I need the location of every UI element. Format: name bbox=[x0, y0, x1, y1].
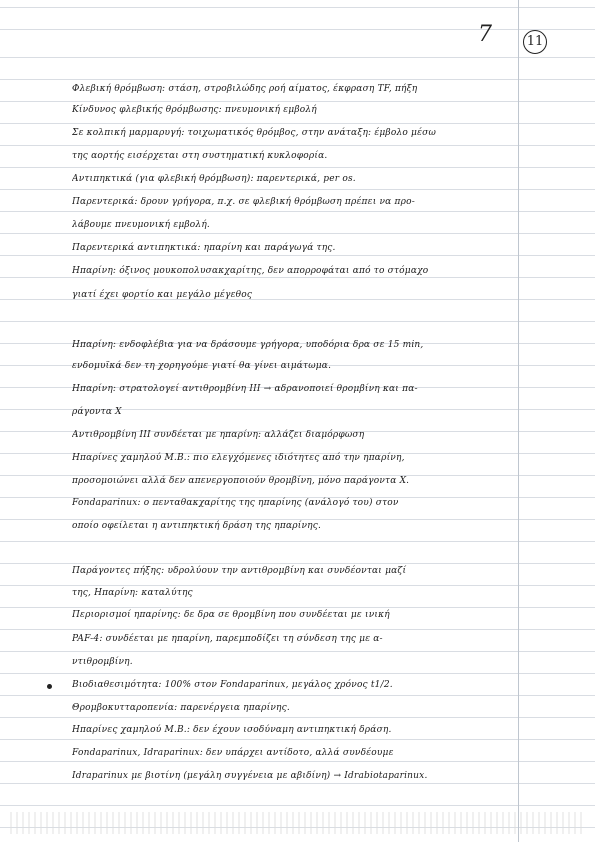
note-line: Σε κολπική μαρμαρυγή: τοιχωματικός θρόμβος, στην ανάταξη: έμβολο μέσω bbox=[72, 128, 436, 138]
page-number: 7 bbox=[478, 22, 492, 47]
note-line: PAF-4: συνδέεται με ηπαρίνη, παρεμποδίζει τη σύνδεση της με α- bbox=[72, 634, 383, 644]
note-line: Παρεντερικά αντιπηκτικά: ηπαρίνη και παράγωγά της. bbox=[72, 243, 336, 253]
note-line: Θρομβοκυτταροπενία: παρενέργεια ηπαρίνης. bbox=[72, 703, 290, 713]
note-line: ράγοντα X bbox=[72, 407, 122, 417]
note-line: Fondaparinux: ο πενταθακχαρίτης της ηπαρίνης (ανάλογό του) στον bbox=[72, 498, 399, 508]
note-line: Κίνδυνος φλεβικής θρόμβωσης: πνευμονική εμβολή bbox=[72, 105, 317, 115]
note-line: της, Ηπαρίνη: καταλύτης bbox=[72, 588, 193, 598]
note-line: Περιορισμοί ηπαρίνης: δε δρα σε θρομβίνη που συνδέεται με ινική bbox=[72, 610, 390, 620]
note-line: Idraparinux με βιοτίνη (μεγάλη συγγένεια με αβιδίνη) → Idrabiotaparinux. bbox=[72, 771, 428, 781]
note-line: ενδομυϊκά δεν τη χορηγούμε γιατί θα γίνει αιμάτωμα. bbox=[72, 361, 332, 371]
note-line: Ηπαρίνες χαμηλού Μ.Β.: πιο ελεγχόμενες ιδιότητες από την ηπαρίνη, bbox=[72, 453, 405, 463]
note-line: Παρεντερικά: δρουν γρήγορα, π.χ. σε φλεβική θρόμβωση πρέπει να προ- bbox=[72, 197, 415, 207]
bullet-dot bbox=[47, 684, 52, 689]
note-line: της αορτής εισέρχεται στη συστηματική κυκλοφορία. bbox=[72, 151, 328, 161]
note-line: Φλεβική θρόμβωση: στάση, στροβιλώδης ροή αίματος, έκφραση TF, πήξη bbox=[72, 84, 418, 94]
note-line: οποίο οφείλεται η αντιπηκτική δράση της ηπαρίνης. bbox=[72, 521, 322, 531]
note-line: Fondaparinux, Idraparinux: δεν υπάρχει αντίδοτο, αλλά συνδέουμε bbox=[72, 748, 394, 758]
note-line: Αντιθρομβίνη III συνδέεται με ηπαρίνη: αλλάζει διαμόρφωση bbox=[72, 430, 365, 440]
note-line: ντιθρομβίνη. bbox=[72, 657, 133, 667]
note-line: Βιοδιαθεσιμότητα: 100% στον Fondaparinux, μεγάλος χρόνος t1/2. bbox=[72, 680, 393, 690]
scan-noise bbox=[10, 812, 585, 834]
note-line: Παράγοντες πήξης: υδρολύουν την αντιθρομβίνη και συνδέονται μαζί bbox=[72, 566, 407, 576]
note-line: Αντιπηκτικά (για φλεβική θρόμβωση): παρεντερικά, per os. bbox=[72, 174, 356, 184]
note-line: Ηπαρίνες χαμηλού Μ.Β.: δεν έχουν ισοδύναμη αντιπηκτική δράση. bbox=[72, 725, 392, 735]
note-line: προσομοιώνει αλλά δεν απενεργοποιούν θρομβίνη, μόνο παράγοντα X. bbox=[72, 476, 410, 486]
note-line: γιατί έχει φορτίο και μεγάλο μέγεθος bbox=[72, 290, 253, 300]
note-line: λάβουμε πνευμονική εμβολή. bbox=[72, 220, 210, 230]
note-line: Ηπαρίνη: ενδοφλέβια για να δράσουμε γρήγορα, υποδόρια δρα σε 15 min, bbox=[72, 340, 424, 350]
circled-page-number: 11 bbox=[523, 30, 547, 54]
note-line: Ηπαρίνη: στρατολογεί αντιθρομβίνη III → αδρανοποιεί θρομβίνη και πα- bbox=[72, 384, 418, 394]
note-line: Ηπαρίνη: όξινος μουκοπολυσακχαρίτης, δεν απορροφάται από το στόμαχο bbox=[72, 266, 429, 276]
